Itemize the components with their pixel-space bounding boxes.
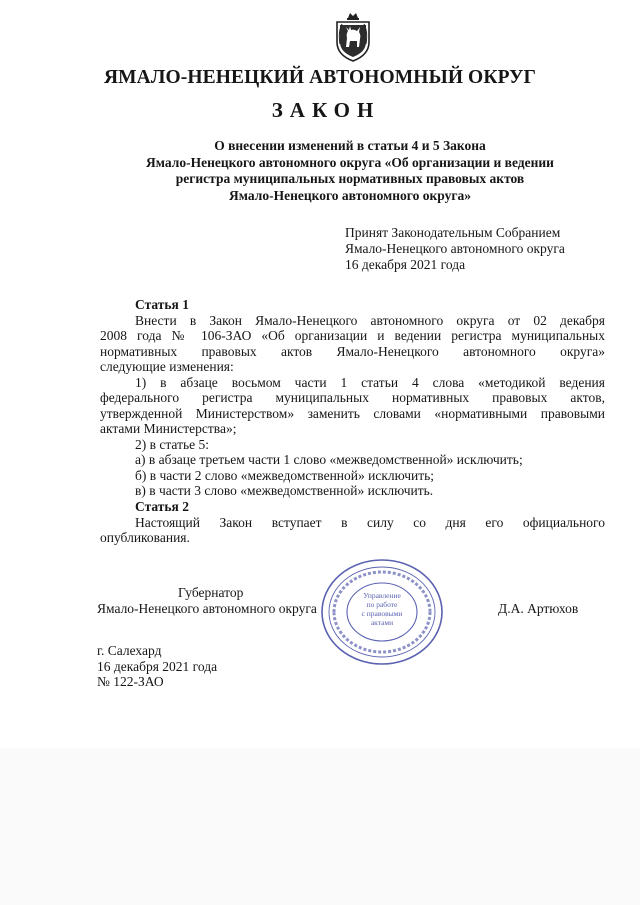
item-1-line: федерального регистра муниципальных нормативных правовых актов, — [100, 390, 605, 405]
footer-date: 16 декабря 2021 года — [97, 658, 218, 674]
document-footer — [97, 643, 217, 690]
region-title: ЯМАЛО-НЕНЕЦКИЙ АВТОНОМНЫЙ ОКРУГ — [103, 67, 537, 88]
article-1-title: Статья 1 — [135, 297, 189, 312]
stamp-text-line: актами — [370, 618, 394, 627]
article-1-line: следующие изменения: — [100, 359, 234, 374]
article-2-title: Статья 2 — [135, 499, 189, 514]
subject-line: регистра муниципальных нормативных правовых актов — [175, 171, 525, 186]
item-1-line: утвержденной Министерством» заменить словами «нормативными правовыми — [100, 405, 605, 421]
subitem-line: в) в части 3 слово «межведомственной» исключить. — [135, 483, 434, 498]
stamp-text-line: по работе — [366, 600, 398, 609]
article-1 — [100, 297, 605, 499]
adoption-block — [345, 225, 565, 273]
law-subject — [100, 138, 600, 204]
footer-number: № 122-ЗАО — [97, 674, 164, 689]
stamp-text-line: Управление — [363, 591, 401, 600]
footer-city: г. Салехард — [97, 643, 162, 658]
yamal-coat-of-arms-icon — [333, 12, 373, 62]
official-seal-icon — [318, 556, 446, 668]
article-2-line: опубликования. — [100, 530, 190, 545]
signer-name: Д.А. Артюхов — [498, 601, 579, 616]
subject-line: О внесении изменений в статьи 4 и 5 Закона — [214, 138, 486, 153]
subitem-line: а) в абзаце третьем части 1 слово «межведомственной» исключить; — [135, 452, 523, 467]
subject-line: Ямало-Ненецкого автономного округа» — [229, 187, 471, 203]
signer-region: Ямало-Ненецкого автономного округа — [97, 601, 317, 616]
subject-line: Ямало-Ненецкого автономного округа «Об организации и ведении — [146, 154, 554, 170]
signer-position: Губернатор — [178, 585, 244, 600]
adoption-line: Ямало-Ненецкого автономного округа — [345, 241, 565, 256]
item-1-line: актами Министерства»; — [100, 421, 237, 436]
item-1-line: 1) в абзаце восьмом части 1 статьи 4 слова «методикой ведения — [135, 374, 605, 390]
item-2-line: 2) в статье 5: — [135, 436, 209, 452]
page-background — [0, 748, 640, 905]
stamp-text-line: с правовыми — [361, 609, 403, 618]
adoption-line: Принят Законодательным Собранием — [345, 225, 561, 240]
article-2 — [100, 499, 605, 546]
adoption-line: 16 декабря 2021 года — [345, 257, 466, 272]
article-1-line: Внести в Закон Ямало-Ненецкого автономного округа от 02 декабря — [135, 312, 605, 328]
subitem-line: б) в части 2 слово «межведомственной» исключить; — [135, 467, 435, 483]
article-1-line: 2008 года № 106-ЗАО «Об организации и ведении регистра муниципальных — [100, 328, 605, 343]
document-type: ЗАКОН — [271, 98, 381, 122]
article-1-line: нормативных правовых актов Ямало-Ненецкого автономного округа» — [100, 343, 605, 359]
article-2-line: Настоящий Закон вступает в силу со дня его официального — [135, 514, 605, 530]
